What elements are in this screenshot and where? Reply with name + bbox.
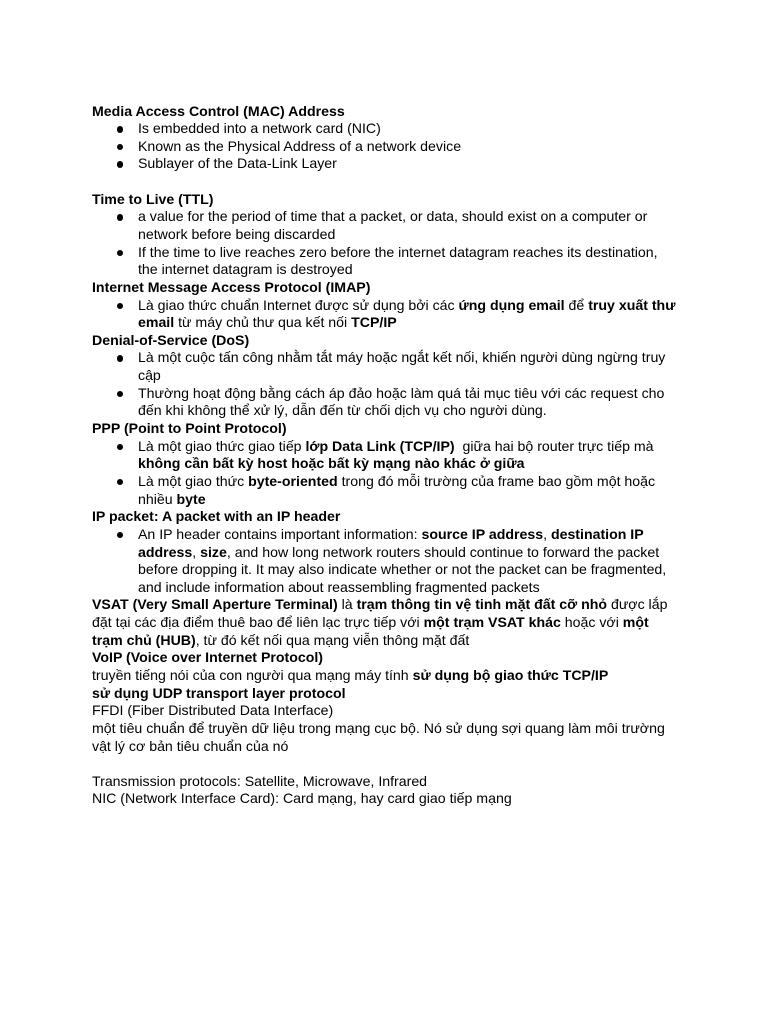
vsat-paragraph — [92, 596, 676, 649]
bold-text-run: byte — [176, 490, 206, 507]
text-run: hoặc với — [560, 614, 623, 631]
text-run: , — [192, 543, 201, 560]
text-run: Là giao thức chuẩn Internet được sử dụng bởi các — [138, 296, 459, 313]
bullet-icon — [117, 250, 123, 256]
bold-text-run: size — [200, 543, 227, 560]
bullet-icon — [117, 161, 123, 167]
bold-text-run: VSAT (Very Small Aperture Terminal) — [92, 596, 338, 613]
text-run: giữa hai bộ router trực tiếp mà — [454, 437, 658, 454]
text-run: , and how long network routers should continue to forward the packet before dropping it. It may also indicate whether or not the packet can be fragmented, and include information about reassembling fragmented packets — [138, 543, 671, 595]
text-run: Là một giao thức giao tiếp — [138, 437, 306, 454]
text-run: Là một giao thức — [138, 472, 249, 489]
text-run: truyền tiếng nói của con người qua mạng máy tính — [92, 666, 413, 683]
list-item — [92, 244, 676, 279]
blank-line — [92, 173, 676, 191]
list-item — [92, 120, 676, 138]
ffdi-heading: FFDI (Fiber Distributed Data Interface) — [92, 702, 334, 719]
imap-heading: Internet Message Access Protocol (IMAP) — [92, 278, 371, 295]
transmission-protocols-note: Transmission protocols: Satellite, Microwave, Infrared — [92, 772, 428, 789]
blank-line — [92, 755, 676, 773]
bold-text-run: byte-oriented — [248, 472, 338, 489]
bullet-icon — [117, 532, 123, 538]
text-run: , — [543, 525, 551, 542]
list-item-text: Known as the Physical Address of a network device — [138, 137, 462, 154]
bullet-icon — [117, 391, 123, 397]
list-item — [92, 208, 676, 243]
text-run: được lắp đặt tại các địa điểm thuê bao để liên lạc trực tiếp với — [92, 596, 672, 631]
ppp-heading: PPP (Point to Point Protocol) — [92, 420, 287, 437]
list-item-text: Sublayer of the Data-Link Layer — [138, 155, 337, 172]
list-item — [92, 138, 676, 156]
bold-text-run: không cần bất kỳ host hoặc bất kỳ mạng nào khác ở giữa — [138, 455, 525, 472]
list-item — [92, 349, 676, 384]
bold-text-run: trạm thông tin vệ tinh mặt đất cỡ nhỏ — [356, 596, 608, 613]
list-item-text: a value for the period of time that a packet, or data, should exist on a computer or network before being discarded — [138, 208, 652, 242]
text-run: để — [564, 296, 589, 313]
bold-text-run: sử dụng bộ giao thức TCP/IP — [412, 666, 609, 683]
imap-definition — [138, 296, 680, 332]
voip-udp-note: sử dụng UDP transport layer protocol — [92, 684, 346, 701]
bullet-icon — [117, 214, 123, 220]
text-run: An IP header contains important information: — [138, 525, 422, 542]
ffdi-description: một tiêu chuẩn để truyền dữ liệu trong mạng cục bộ. Nó sử dụng sợi quang làm môi trường vật lý cơ bản tiêu chuẩn của nó — [92, 719, 669, 754]
ip-packet-heading: IP packet: A packet with an IP header — [92, 508, 341, 525]
text-run: , từ đó kết nối qua mạng viễn thông mặt đất — [195, 631, 470, 648]
list-item — [92, 296, 680, 332]
bold-text-run: một trạm chủ (HUB) — [92, 614, 653, 648]
voip-heading: VoIP (Voice over Internet Protocol) — [92, 649, 324, 666]
list-item — [92, 155, 676, 173]
bullet-icon — [117, 355, 123, 361]
document-body — [92, 102, 680, 809]
list-item — [92, 526, 676, 597]
ip-header-description — [138, 526, 676, 597]
bullet-icon — [117, 444, 123, 450]
voip-description — [92, 667, 676, 685]
bold-text-run: source IP address — [421, 525, 544, 542]
bullet-icon — [117, 303, 123, 309]
bullet-icon — [117, 144, 123, 150]
ppp-byte-oriented — [138, 473, 676, 508]
text-run: là — [337, 596, 357, 613]
bold-text-run: ứng dụng email — [458, 296, 565, 313]
list-item — [92, 438, 676, 473]
bold-text-run: TCP/IP — [351, 314, 397, 331]
nic-note: NIC (Network Interface Card): Card mạng, hay card giao tiếp mạng — [92, 790, 512, 807]
dos-heading: Denial-of-Service (DoS) — [92, 331, 250, 348]
bold-text-run: lớp Data Link (TCP/IP) — [305, 437, 455, 454]
bold-text-run: destination IP address — [138, 525, 648, 560]
text-run: từ máy chủ thư qua kết nối — [174, 314, 352, 331]
mac-heading: Media Access Control (MAC) Address — [92, 102, 345, 119]
bold-text-run: một trạm VSAT khác — [423, 614, 561, 631]
bullet-icon — [117, 479, 123, 485]
bold-text-run: truy xuất thư email — [138, 296, 680, 331]
list-item-text: Is embedded into a network card (NIC) — [138, 120, 381, 137]
bullet-icon — [117, 126, 123, 132]
list-item-text: Thường hoạt động bằng cách áp đảo hoặc làm quá tải mục tiêu với các request cho đến khi không thể xử lý, dẫn đến từ chối dịch vụ cho người dùng. — [138, 384, 669, 419]
ttl-heading: Time to Live (TTL) — [92, 190, 214, 207]
text-run: trong đó mỗi trường của frame bao gồm một hoặc nhiều — [138, 472, 660, 507]
list-item-text: If the time to live reaches zero before the internet datagram reaches its destination, the internet datagram is destroyed — [138, 243, 662, 278]
list-item — [92, 385, 676, 420]
list-item-text: Là một cuộc tấn công nhằm tắt máy hoặc ngắt kết nối, khiến người dùng ngừng truy cập — [138, 349, 670, 384]
ppp-definition — [138, 438, 676, 473]
list-item — [92, 473, 676, 508]
